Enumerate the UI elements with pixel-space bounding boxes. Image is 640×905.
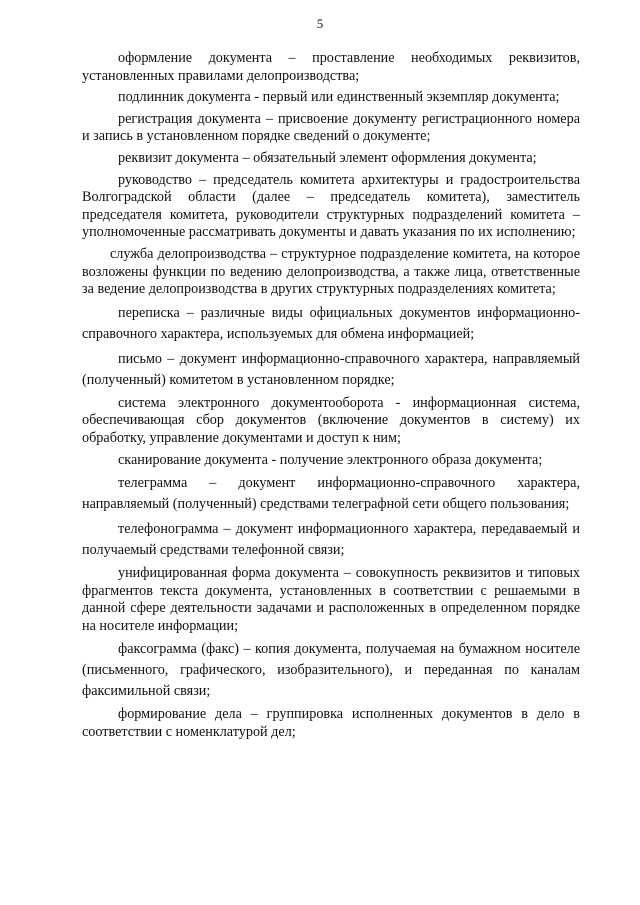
definition-paragraph: факсограмма (факс) – копия документа, получаемая на бумажном носителе (письменного, графического, изобразительного), и переданная по каналам факсимильной связи; (82, 641, 580, 700)
document-body (82, 50, 580, 746)
definition-paragraph: реквизит документа – обязательный элемент оформления документа; (118, 149, 537, 166)
page-number: 5 (316, 16, 324, 31)
definition-paragraph: формирование дела – группировка исполненных документов в дело в соответствии с номенклатурой дел; (82, 706, 580, 741)
definition-paragraph: руководство – председатель комитета архитектуры и градостроительства Волгоградской области (далее – председатель комитета), заместитель председателя комитета, руководители структурных подразделений комитета – уполномоченные рассматривать документы и давать указания по их исполнению; (82, 171, 580, 241)
definition-paragraph: переписка – различные виды официальных документов информационно-справочного характера, используемых для обмена информацией; (82, 304, 580, 342)
definition-paragraph: оформление документа – проставление необходимых реквизитов, установленных правилами делопроизводства; (82, 50, 580, 84)
definition-paragraph: служба делопроизводства – структурное подразделение комитета, на которое возложены функции по ведению делопроизводства, а также лица, ответственные за ведение делопроизводства в других структурных подразделениях комитета; (82, 245, 580, 298)
definition-paragraph: регистрация документа – присвоение документу регистрационного номера и запись в установленном порядке сведений о документе; (82, 110, 580, 145)
definition-paragraph: система электронного документооборота - информационная система, обеспечивающая сбор документов (включение документов в систему) их обработку, управление документами и доступ к ним; (82, 394, 580, 446)
definition-paragraph: телеграмма – документ информационно-справочного характера, направляемый (полученный) средствами телеграфной сети общего пользования; (82, 475, 580, 513)
definition-paragraph: сканирование документа - получение электронного образа документа; (118, 451, 543, 468)
definition-paragraph: унифицированная форма документа – совокупность реквизитов и типовых фрагментов текста документа, установленных в соответствии с решаемыми в данной сфере деятельности задачами и расположенных в определенном порядке на носителе информации; (82, 565, 580, 634)
definition-paragraph: письмо – документ информационно-справочного характера, направляемый (полученный) комитетом в установленном порядке; (82, 350, 580, 388)
definition-paragraph: телефонограмма – документ информационного характера, передаваемый и получаемый средствами телефонной связи; (82, 521, 580, 559)
definition-paragraph: подлинник документа - первый или единственный экземпляр документа; (118, 89, 560, 106)
